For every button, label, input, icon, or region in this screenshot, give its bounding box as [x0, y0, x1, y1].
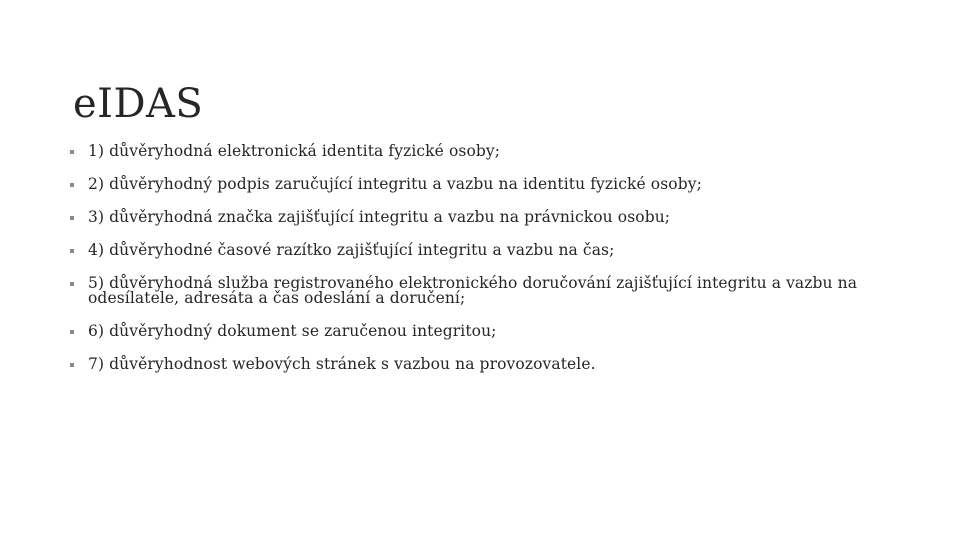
list-item: [70, 177, 900, 192]
list-item: [70, 276, 900, 306]
bullet-icon: [70, 150, 74, 154]
bullet-list: [70, 144, 900, 390]
bullet-icon: [70, 330, 74, 334]
bullet-text: 7) důvěryhodnost webových stránek s vazbou na provozovatele.: [88, 355, 596, 373]
bullet-icon: [70, 363, 74, 367]
bullet-text: 5) důvěryhodná služba registrovaného elektronického doručování zajišťující integritu a vazbu na odesílatele, adresáta a čas odeslání a doručení;: [88, 274, 858, 307]
bullet-icon: [70, 183, 74, 187]
bullet-text: 3) důvěryhodná značka zajišťující integritu a vazbu na právnickou osobu;: [88, 208, 671, 226]
bullet-text: 4) důvěryhodné časové razítko zajišťující integritu a vazbu na čas;: [88, 241, 615, 259]
bullet-icon: [70, 282, 74, 286]
list-item: [70, 357, 900, 372]
list-item: [70, 324, 900, 339]
bullet-text: 2) důvěryhodný podpis zaručující integritu a vazbu na identitu fyzické osoby;: [88, 175, 702, 193]
bullet-icon: [70, 249, 74, 253]
slide-title: eIDAS: [73, 81, 204, 127]
list-item: [70, 210, 900, 225]
bullet-text: 6) důvěryhodný dokument se zaručenou integritou;: [88, 322, 497, 340]
list-item: [70, 243, 900, 258]
bullet-text: 1) důvěryhodná elektronická identita fyzické osoby;: [88, 142, 501, 160]
list-item: [70, 144, 900, 159]
bullet-icon: [70, 216, 74, 220]
